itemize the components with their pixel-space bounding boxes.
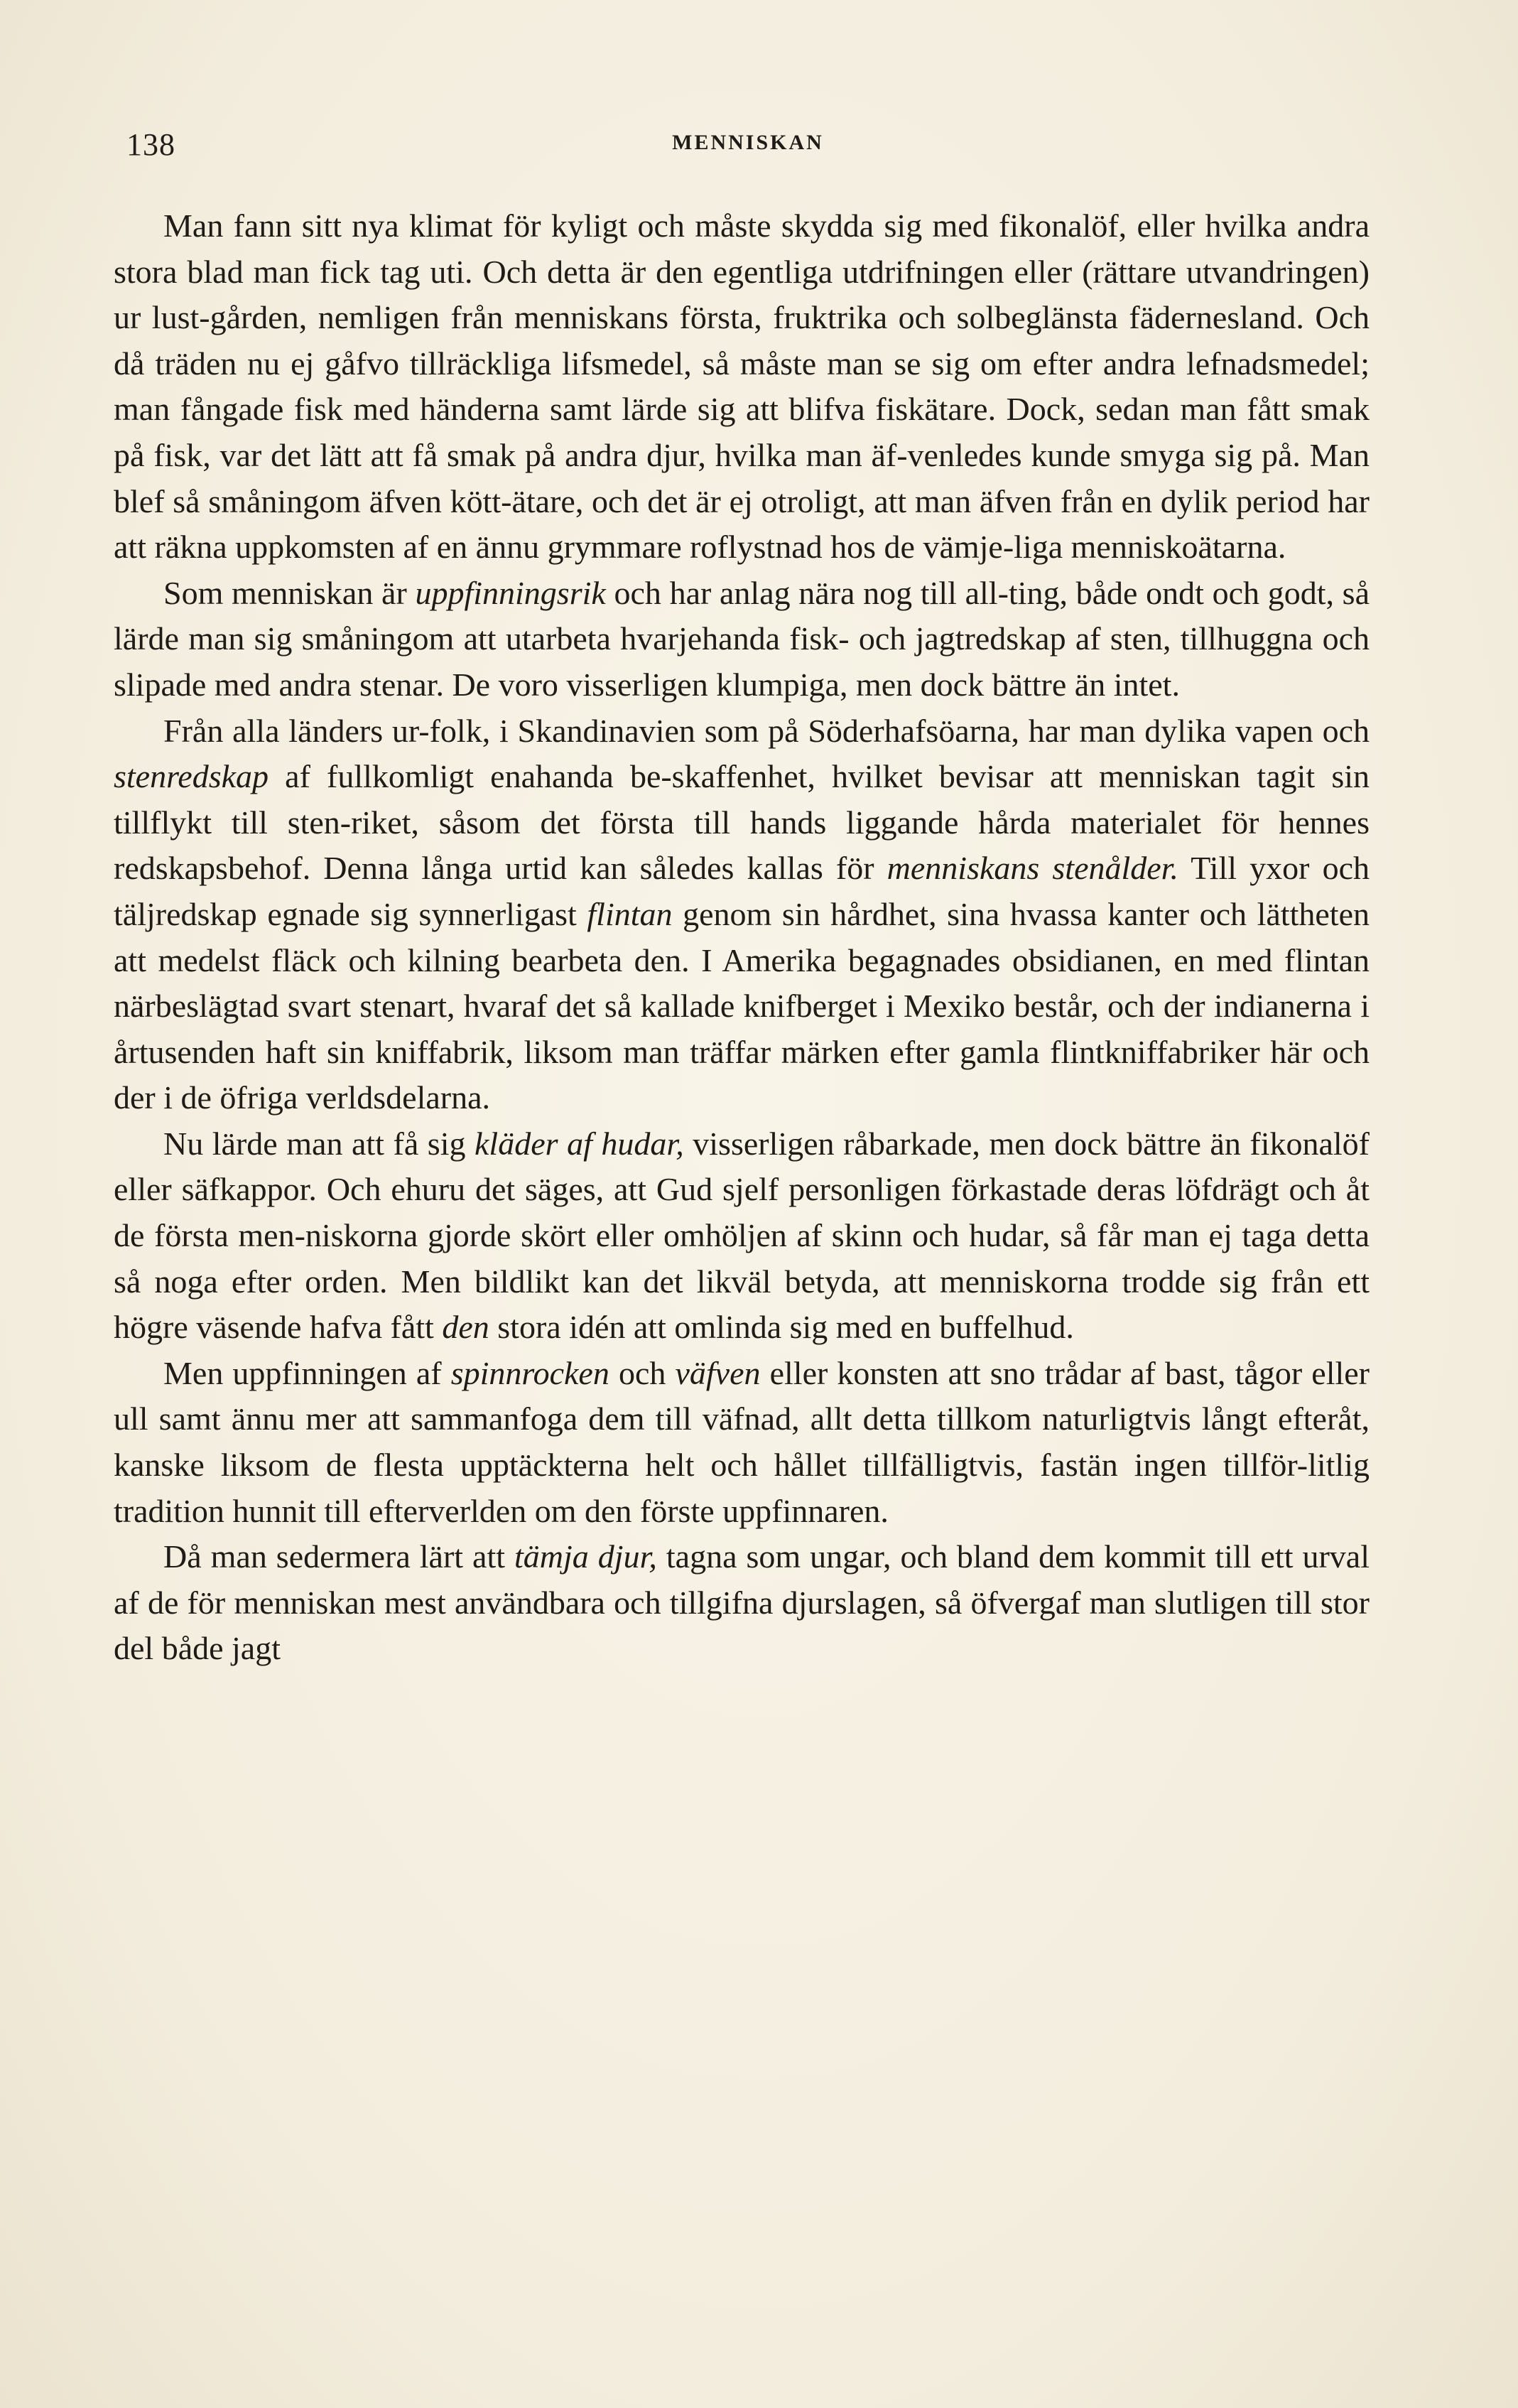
paragraph [114,203,1370,571]
page-header [126,126,1370,169]
italic-term: flintan [587,895,673,932]
text-run: stora idén att omlinda sig med en buffelhud. [489,1309,1074,1346]
italic-term: menniskans stenålder. [887,850,1178,887]
italic-term: spinnrocken [450,1354,609,1391]
paragraph [114,708,1370,1121]
text-run: och har anlag nära nog till all-ting, både ondt och godt, så lärde man sig småningom att utarbeta hvarjehanda fisk- och jagtredskap af sten, tillhuggna och slipade med andra stenar. De voro visserligen klumpiga, men dock bättre än intet. [114,574,1370,703]
italic-term: kläder af hudar, [475,1125,684,1162]
text-run: Från alla länders ur-folk, i Skandinavien som på Söderhafsöarna, har man dylika vapen och [163,712,1370,749]
text-run: af fullkomligt enahanda be-skaffenhet, hvilket bevisar att menniskan tagit sin tillflykt till sten-riket, såsom det första till hands liggande hårda materialet för hennes redskapsbehof. Denna långa urtid kan således kallas för [114,758,1370,887]
paragraph [114,1534,1370,1672]
italic-term: den [442,1309,489,1346]
paragraph [114,1121,1370,1351]
body-text [114,203,1370,1672]
italic-term: uppfinningsrik [415,574,606,611]
text-run: Nu lärde man att få sig [163,1125,475,1162]
text-run: visserligen råbarkade, men dock bättre än fikonalöf eller säfkappor. Och ehuru det säges, att Gud sjelf personligen förkastade deras löfdrägt och åt de första men-niskorna gjorde skört eller omhöljen af skinn och hudar, så får man ej taga detta så noga efter orden. Men bildlikt kan det likväl betyda, att menniskorna trodde sig från ett högre väsende hafva fått [114,1125,1370,1346]
text-run: eller konsten att sno trådar af bast, tågor eller ull samt ännu mer att sammanfoga dem till väfnad, allt detta tillkom naturligtvis långt efteråt, kanske liksom de flesta upptäckterna helt och hållet tillfälligtvis, fastän ingen tillför-litlig tradition hunnit till efterverlden om den förste uppfinnaren. [114,1354,1370,1529]
text-run: tagna som ungar, och bland dem kommit till ett urval af de för menniskan mest användbara och tillgifna djurslagen, så öfvergaf man slutligen till stor del både jagt [114,1538,1370,1667]
running-head: MENNISKAN [672,131,824,154]
text-run: Men uppfinningen af [163,1354,451,1391]
text-run: Som menniskan är [163,574,416,611]
text-run: genom sin hårdhet, sina hvassa kanter och lättheten att medelst fläck och kilning bearbeta den. I Amerika begagnades obsidianen, en med flintan närbeslägtad svart stenart, hvaraf det så kallade knifberget i Mexiko består, och der indianerna i årtusenden haft sin kniffabrik, liksom man träffar märken efter gamla flintkniffabriker här och der i de öfriga verldsdelarna. [114,895,1370,1116]
italic-term: väfven [675,1354,761,1391]
text-run: Då man sedermera lärt att [163,1538,515,1575]
text-run: och [609,1354,676,1391]
italic-term: stenredskap [114,758,269,795]
italic-term: tämja djur, [514,1538,657,1575]
page-number: 138 [126,127,175,162]
paragraph [114,1351,1370,1534]
text-run: Till yxor och täljredskap egnade sig synnerligast [114,850,1370,932]
paragraph [114,571,1370,708]
text-run: Man fann sitt nya klimat för kyligt och måste skydda sig med fikonalöf, eller hvilka andra stora blad man fick tag uti. Och detta är den egentliga utdrifningen eller (rättare utvandringen) ur lust-gården, nemligen från menniskans första, fruktrika och solbeglänsta fädernesland. Och då träden nu ej gåfvo tillräckliga lifsmedel, så måste man se sig om efter andra lefnadsmedel; man fångade fisk med händerna samt lärde sig att blifva fiskätare. Dock, sedan man fått smak på fisk, var det lätt att få smak på andra djur, hvilka man äf-venledes kunde smyga sig på. Man blef så småningom äfven kött-ätare, och det är ej otroligt, att man äfven från en dylik period har att räkna uppkomsten af en ännu grymmare roflystnad hos de vämje-liga menniskoätarna. [114,207,1370,566]
